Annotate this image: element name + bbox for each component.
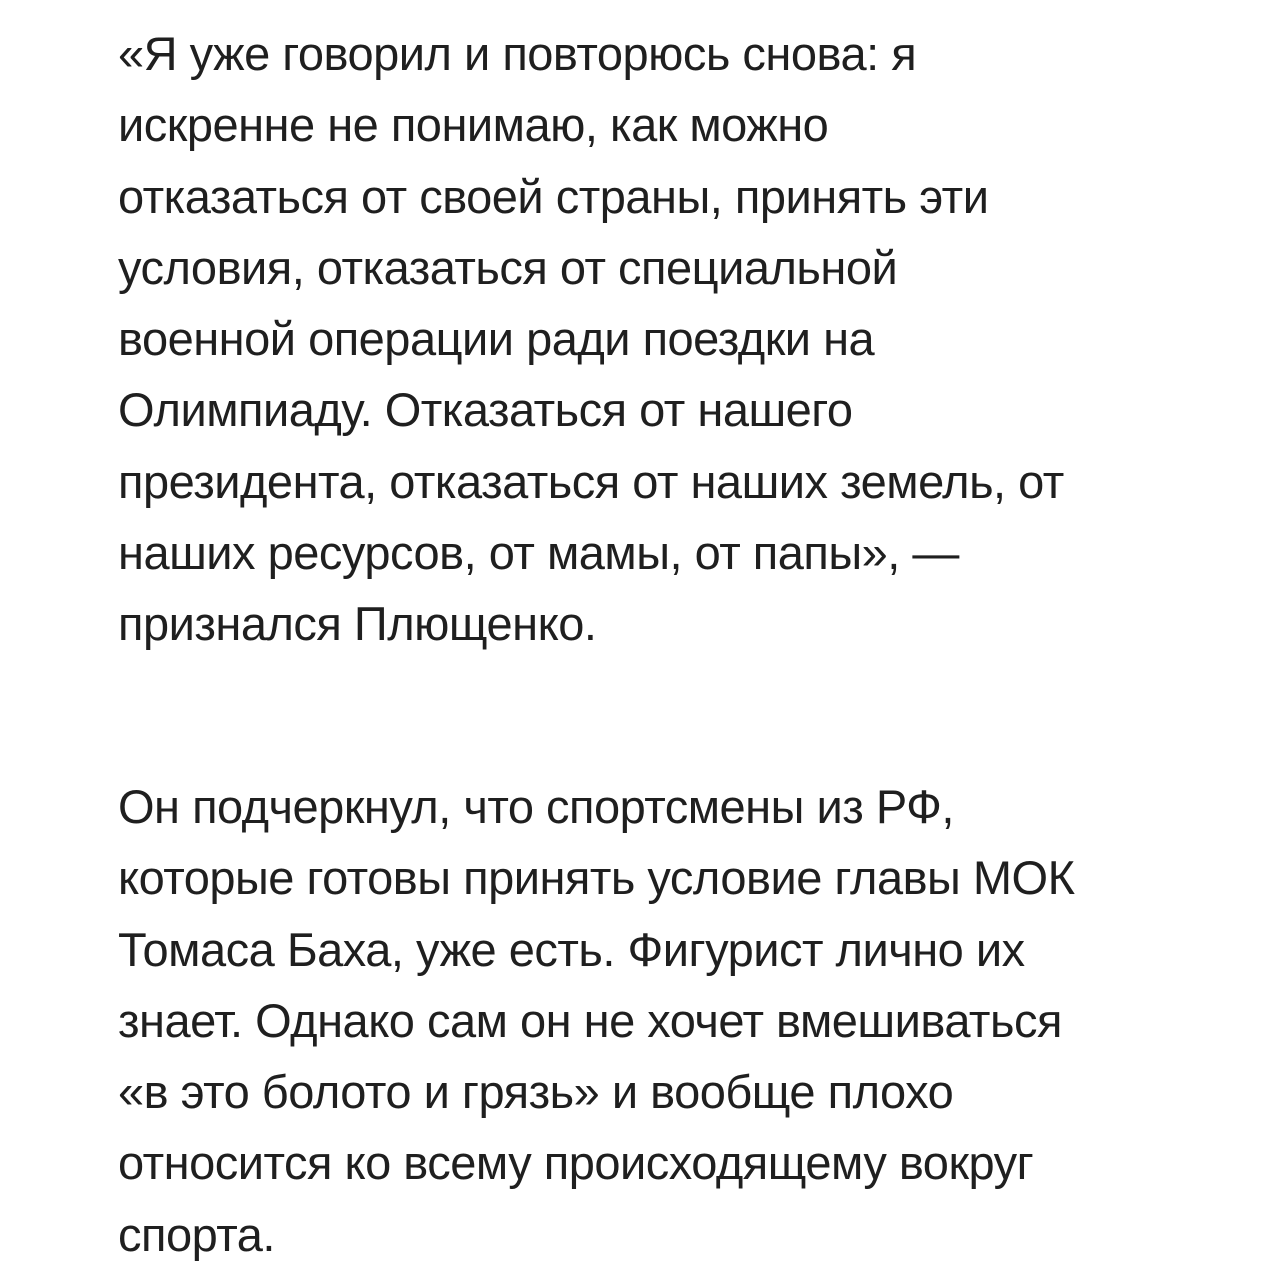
text-line: искренне не понимаю, как можно — [118, 98, 829, 152]
text-line: «в это болото и грязь» и вообще плохо — [118, 1065, 954, 1119]
text-line: признался Плющенко. — [118, 597, 597, 651]
text-line: знает. Однако сам он не хочет вмешиваться — [118, 993, 1062, 1047]
text-line: президента, отказаться от наших земель, от — [118, 454, 1064, 508]
text-line: условия, отказаться от специальной — [118, 240, 898, 294]
text-line: Он подчеркнул, что спортсмены из РФ, — [118, 780, 954, 833]
text-line: спорта. — [118, 1207, 275, 1261]
quote-paragraph — [118, 18, 1064, 660]
text-line: военной операции ради поездки на — [118, 312, 875, 366]
text-line: отказаться от своей страны, принять эти — [118, 169, 989, 223]
text-line: Томаса Баха, уже есть. Фигурист лично их — [118, 922, 1025, 976]
text-line: относится ко всему происходящему вокруг — [118, 1136, 1034, 1190]
body-paragraph — [118, 771, 1075, 1270]
text-line: Олимпиаду. Отказаться от нашего — [118, 383, 853, 437]
text-line: наших ресурсов, от мамы, от папы», — — [118, 526, 959, 580]
text-line: «Я уже говорил и повторюсь снова: я — [118, 27, 917, 80]
text-line: которые готовы принять условие главы МОК — [118, 851, 1075, 905]
